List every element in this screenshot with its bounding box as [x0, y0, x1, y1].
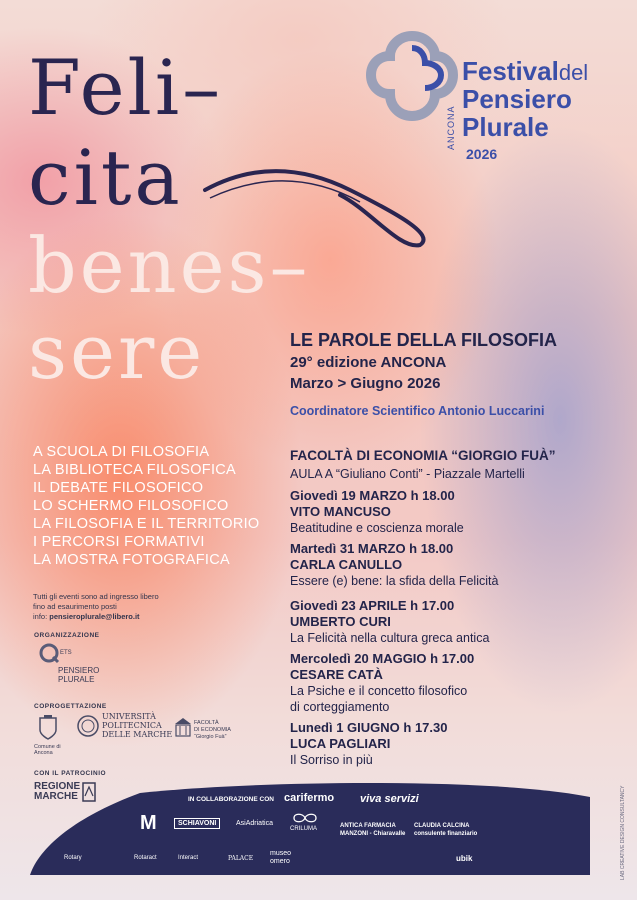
pensiero-plurale-name [58, 666, 99, 684]
program-list [33, 443, 260, 569]
coprogettazione-label: COPROGETTAZIONE [34, 703, 107, 710]
sponsor-farmacia [340, 822, 405, 838]
festival-name-del: del [558, 60, 589, 85]
museo-line-1: museo [270, 850, 292, 857]
program-item: LA MOSTRA FOTOGRAFICA [33, 552, 230, 568]
sponsor-ubik: ubik [456, 854, 473, 863]
title-line-3: benes– [28, 221, 311, 310]
comune-line-2: Ancona [34, 750, 53, 756]
info-email[interactable]: pensieroplurale@libero.it [49, 612, 140, 621]
program-item: I PERCORSI FORMATIVI [33, 534, 205, 550]
program-item: IL DEBATE FILOSOFICO [33, 480, 204, 496]
comune-line-1: Comune di [34, 744, 61, 750]
fac-line-3: “Giorgio Fuà” [194, 734, 227, 740]
univ-line-3: DELLE MARCHE [102, 730, 173, 739]
edition-text: 29° edizione ANCONA [290, 354, 447, 371]
regione-line-1: REGIONE [34, 781, 81, 792]
collaborazione-label: IN COLLABORAZIONE CON [188, 796, 274, 803]
faculty-building-icon [174, 716, 192, 738]
dates-text: Marzo > Giugno 2026 [290, 375, 441, 392]
comune-ancona-label [34, 744, 61, 756]
coordinator-text: Coordinatore Scientifico Antonio Luccarini [290, 404, 545, 418]
faculty-name [194, 720, 231, 741]
fac-line-1: FACOLTÀ [194, 720, 219, 726]
program-item: A SCUOLA DI FILOSOFIA [33, 444, 210, 460]
event-date: Mercoledì 20 MAGGIO h 17.00 [290, 651, 475, 666]
event-date: Giovedì 19 MARZO h 18.00 [290, 488, 455, 503]
university-name [102, 712, 172, 739]
program-item: LA FILOSOFIA E IL TERRITORIO [33, 516, 260, 532]
event-date: Lunedì 1 GIUGNO h 17.30 [290, 720, 448, 735]
festival-name-line-3: Plurale [462, 112, 549, 142]
event-item [290, 598, 489, 646]
event-date: Martedì 31 MARZO h 18.00 [290, 541, 454, 556]
venue-room: AULA A “Giuliano Conti” - Piazzale Martelli [290, 467, 525, 481]
event-subtitle: Il Sorriso in più [290, 753, 373, 767]
criluma-infinity-icon [292, 812, 318, 824]
patrocinio-label: CON IL PATROCINIO [34, 770, 107, 777]
festival-city-vertical: ANCONA [446, 105, 456, 150]
event-item [290, 651, 474, 715]
university-seal-icon [76, 714, 100, 738]
event-item [290, 720, 447, 768]
sponsor-museo-omero [270, 850, 291, 866]
regione-line-2: MARCHE [34, 791, 78, 802]
title-line-4: sere [28, 307, 206, 396]
sponsor-schiavoni: SCHIAVONI [174, 818, 220, 829]
claudia-line-2: consulente finanziario [414, 831, 478, 837]
sponsor-band-shape [30, 775, 590, 875]
fac-line-2: DI ECONOMIA [194, 727, 231, 733]
sponsor-interact: Interact [178, 855, 199, 861]
pensiero-plurale-line-1: PENSIERO [58, 666, 100, 675]
sponsor-carifermo: carifermo [284, 792, 335, 804]
sponsor-claudia-calcina [414, 822, 477, 838]
design-credit: LAB CREATIVE DESIGN CONSULTANCY [620, 785, 626, 880]
sponsor-palace: PALACE [228, 855, 254, 862]
program-item: LO SCHERMO FILOSOFICO [33, 498, 229, 514]
ets-label: ETS [60, 650, 72, 656]
sponsor-rotary: Rotary [64, 855, 82, 861]
pensiero-plurale-logo-icon [38, 642, 60, 664]
event-date: Giovedì 23 APRILE h 17.00 [290, 598, 455, 613]
event-subtitle: La Psiche e il concetto filosofico [290, 684, 468, 698]
venue-name: FACOLTÀ DI ECONOMIA “GIORGIO FUÀ” [290, 448, 556, 463]
festival-name-line-1: Festivaldel [462, 56, 589, 86]
sponsor-mcdonalds: M [140, 812, 157, 834]
title-line-2: cita [28, 133, 183, 222]
event-subtitle: di corteggiamento [290, 700, 390, 714]
note-line-1: Tutti gli eventi sono ad ingresso libero [33, 592, 159, 601]
event-speaker: LUCA PAGLIARI [290, 736, 391, 751]
entry-note [33, 592, 159, 622]
sponsor-viva-servizi: viva servizi [360, 793, 419, 805]
series-title: LE PAROLE DELLA FILOSOFIA [290, 330, 557, 350]
museo-line-2: omero [270, 858, 290, 865]
note-line-2: fino ad esaurimento posti [33, 602, 117, 611]
festival-year: 2026 [466, 146, 498, 162]
event-subtitle: La Felicità nella cultura greca antica [290, 631, 490, 645]
sponsor-asiadriatica: AsiAdriatica [236, 820, 273, 827]
event-speaker: CARLA CANULLO [290, 557, 403, 572]
sponsor-criluma: CRILUMA [290, 826, 318, 832]
event-subtitle: Beatitudine e coscienza morale [290, 521, 464, 535]
note-info [33, 612, 159, 622]
pensiero-plurale-line-2: PLURALE [58, 675, 95, 684]
event-speaker: UMBERTO CURI [290, 614, 391, 629]
univ-line-2: POLITECNICA [102, 721, 162, 730]
program-item: LA BIBLIOTECA FILOSOFICA [33, 462, 237, 478]
farmacia-line-1: ANTICA FARMACIA [340, 823, 396, 829]
sponsor-rotaract: Rotaract [134, 855, 157, 861]
info-label: info: [33, 612, 48, 621]
event-item [290, 488, 464, 536]
univ-line-1: UNIVERSITÀ [102, 712, 156, 721]
event-item [290, 541, 498, 589]
organizzazione-label: ORGANIZZAZIONE [34, 632, 100, 639]
ribbon-swirl-graphic [200, 150, 440, 250]
comune-ancona-crest-icon [38, 714, 58, 740]
event-subtitle: Essere (e) bene: la sfida della Felicità [290, 574, 499, 588]
event-speaker: CESARE CATÀ [290, 667, 383, 682]
festival-name-line-2: Pensiero [462, 84, 572, 114]
title-line-1: Feli– [28, 43, 224, 132]
claudia-line-1: CLAUDIA CALCINA [414, 823, 470, 829]
farmacia-line-2: MANZONI - Chiaravalle [340, 831, 406, 837]
event-speaker: VITO MANCUSO [290, 504, 391, 519]
